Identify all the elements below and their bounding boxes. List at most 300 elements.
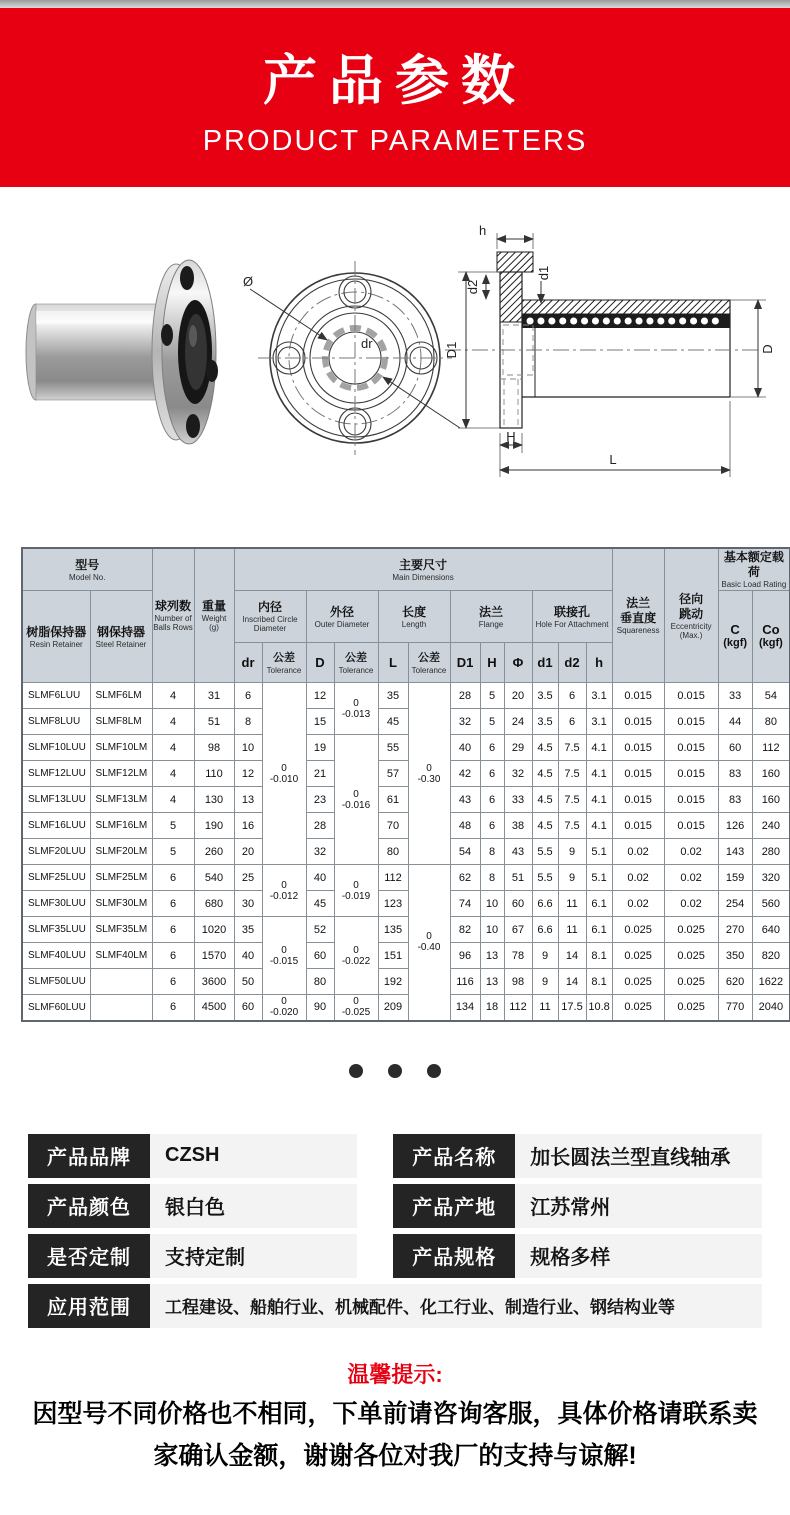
header-H-sym: H xyxy=(487,654,497,670)
cell-balls: 5 xyxy=(152,813,194,839)
header-main-en: Main Dimensions xyxy=(392,572,454,582)
cell-L: 123 xyxy=(378,891,408,917)
header-load-rating xyxy=(718,548,790,591)
cell-h: 3.1 xyxy=(586,683,612,709)
header-balls-en: Number of Balls Rows xyxy=(153,614,193,632)
header-squareness-zh2: 垂直度 xyxy=(620,611,657,625)
cell-d1: 3.5 xyxy=(532,683,558,709)
bearing-photo xyxy=(26,260,218,444)
cell-weight: 3600 xyxy=(194,969,234,995)
cell-d2: 17.5 xyxy=(558,995,586,1021)
cell-H: 10 xyxy=(480,891,504,917)
cell-balls: 4 xyxy=(152,761,194,787)
info-label: 产品产地 xyxy=(393,1184,515,1228)
info-row-customizable xyxy=(28,1234,357,1278)
table-row xyxy=(22,761,790,787)
cell-h: 4.1 xyxy=(586,735,612,761)
cell-L: 151 xyxy=(378,943,408,969)
cell-ecc: 0.025 xyxy=(664,969,718,995)
header-length-en: Length xyxy=(401,619,427,629)
cell-resin: SLMF10LUU xyxy=(22,735,90,761)
cell-steel: SLMF20LM xyxy=(90,839,152,865)
cell-ecc: 0.025 xyxy=(664,943,718,969)
header-model-en: Model No. xyxy=(69,572,106,582)
header-steel-en: Steel Retainer xyxy=(95,639,147,649)
header-eccentricity-en2: (Max.) xyxy=(679,630,703,640)
cell-dr: 50 xyxy=(234,969,262,995)
header-resin-zh: 树脂保持器 xyxy=(26,624,87,639)
cell-phi: 51 xyxy=(504,865,532,891)
cell-D1: 40 xyxy=(450,735,480,761)
cell-steel: SLMF25LM xyxy=(90,865,152,891)
cell-C: 143 xyxy=(718,839,752,865)
header-eccentricity xyxy=(664,548,718,683)
header-eccentricity-en: Eccentricity xyxy=(670,621,712,631)
cell-C: 159 xyxy=(718,865,752,891)
cell-Co: 320 xyxy=(752,865,790,891)
cell-ecc: 0.015 xyxy=(664,787,718,813)
cell-ecc: 0.02 xyxy=(664,891,718,917)
cell-phi: 32 xyxy=(504,761,532,787)
tolerance-cell: 0 -0.019 xyxy=(334,865,378,917)
header-inner-diameter xyxy=(234,591,306,643)
cell-weight: 110 xyxy=(194,761,234,787)
cell-phi: 112 xyxy=(504,995,532,1021)
header-length xyxy=(378,591,450,643)
cell-D: 45 xyxy=(306,891,334,917)
header-main-dimensions xyxy=(234,548,612,591)
header-weight-unit: (g) xyxy=(209,623,219,632)
cell-balls: 4 xyxy=(152,683,194,709)
cell-C: 770 xyxy=(718,995,752,1021)
cell-Co: 1622 xyxy=(752,969,790,995)
cell-L: 135 xyxy=(378,917,408,943)
header-squareness-zh1: 法兰 xyxy=(626,596,651,610)
cell-d2: 7.5 xyxy=(558,813,586,839)
cell-steel: SLMF16LM xyxy=(90,813,152,839)
table-row xyxy=(22,709,790,735)
cell-h: 5.1 xyxy=(586,839,612,865)
cell-d1: 4.5 xyxy=(532,735,558,761)
cell-weight: 51 xyxy=(194,709,234,735)
table-row xyxy=(22,839,790,865)
cell-resin: SLMF16LUU xyxy=(22,813,90,839)
table-row xyxy=(22,943,790,969)
cell-dr: 60 xyxy=(234,995,262,1021)
side-view-drawing xyxy=(445,233,766,477)
header-flange xyxy=(450,591,532,643)
cell-D1: 32 xyxy=(450,709,480,735)
info-value: CZSH xyxy=(150,1134,357,1178)
header-D-tolerance xyxy=(334,643,378,683)
cell-D: 40 xyxy=(306,865,334,891)
cell-phi: 78 xyxy=(504,943,532,969)
cell-steel: SLMF12LM xyxy=(90,761,152,787)
cell-phi: 29 xyxy=(504,735,532,761)
header-balls xyxy=(152,548,194,683)
cell-d1: 6.6 xyxy=(532,917,558,943)
cell-h: 3.1 xyxy=(586,709,612,735)
cell-h: 4.1 xyxy=(586,813,612,839)
header-c-sym: C xyxy=(730,622,740,637)
cell-sq: 0.015 xyxy=(612,787,664,813)
header-length-zh: 长度 xyxy=(401,604,426,619)
header-tol-en: Tolerance xyxy=(411,665,447,675)
header-eccentricity-zh1: 径向 xyxy=(679,591,704,606)
h-dimension-label: h xyxy=(479,223,487,238)
cell-ecc: 0.025 xyxy=(664,995,718,1021)
header-holes-en: Hole For Attachment xyxy=(535,619,609,629)
cell-D1: 54 xyxy=(450,839,480,865)
cell-phi: 38 xyxy=(504,813,532,839)
header-squareness xyxy=(612,548,664,683)
cell-phi: 67 xyxy=(504,917,532,943)
table-row xyxy=(22,683,790,709)
table-row xyxy=(22,969,790,995)
cell-balls: 6 xyxy=(152,917,194,943)
cell-phi: 24 xyxy=(504,709,532,735)
cell-L: 45 xyxy=(378,709,408,735)
cell-C: 83 xyxy=(718,761,752,787)
spec-table-body xyxy=(22,683,790,1021)
cell-sq: 0.02 xyxy=(612,839,664,865)
cell-ecc: 0.02 xyxy=(664,865,718,891)
cell-C: 44 xyxy=(718,709,752,735)
cell-h: 6.1 xyxy=(586,891,612,917)
header-phi-sym: Φ xyxy=(512,654,524,670)
cell-D1: 82 xyxy=(450,917,480,943)
cell-steel xyxy=(90,995,152,1021)
cell-sq: 0.015 xyxy=(612,761,664,787)
cell-weight: 31 xyxy=(194,683,234,709)
cell-H: 6 xyxy=(480,735,504,761)
header-tol-zh: 公差 xyxy=(345,651,367,664)
info-value: 支持定制 xyxy=(150,1234,357,1278)
cell-d2: 6 xyxy=(558,683,586,709)
cell-sq: 0.02 xyxy=(612,865,664,891)
tips-line-1: 因型号不同价格也不相同，下单前请咨询客服，具体价格请联系卖 xyxy=(32,1399,758,1428)
header-flange-en: Flange xyxy=(478,619,504,629)
cell-dr: 8 xyxy=(234,709,262,735)
cell-weight: 1020 xyxy=(194,917,234,943)
cell-H: 13 xyxy=(480,943,504,969)
table-row xyxy=(22,917,790,943)
cell-H: 8 xyxy=(480,865,504,891)
cell-dr: 25 xyxy=(234,865,262,891)
info-label: 是否定制 xyxy=(28,1234,150,1278)
cell-weight: 680 xyxy=(194,891,234,917)
cell-D1: 48 xyxy=(450,813,480,839)
cell-weight: 540 xyxy=(194,865,234,891)
cell-C: 126 xyxy=(718,813,752,839)
cell-steel: SLMF6LM xyxy=(90,683,152,709)
cell-d1: 9 xyxy=(532,943,558,969)
cell-D: 23 xyxy=(306,787,334,813)
cell-C: 254 xyxy=(718,891,752,917)
cell-Co: 160 xyxy=(752,761,790,787)
header-weight xyxy=(194,548,234,683)
cell-D: 52 xyxy=(306,917,334,943)
info-label: 产品规格 xyxy=(393,1234,515,1278)
warm-tips-section xyxy=(0,1358,790,1477)
cell-ecc: 0.015 xyxy=(664,709,718,735)
cell-L: 55 xyxy=(378,735,408,761)
cell-d2: 14 xyxy=(558,969,586,995)
cell-h: 8.1 xyxy=(586,943,612,969)
tolerance-cell: 0 -0.022 xyxy=(334,917,378,995)
cell-resin: SLMF60LUU xyxy=(22,995,90,1021)
info-value: 规格多样 xyxy=(515,1234,762,1278)
cell-H: 6 xyxy=(480,813,504,839)
header-d2 xyxy=(558,643,586,683)
H-dimension-label: H xyxy=(506,429,516,444)
cell-D1: 134 xyxy=(450,995,480,1021)
cell-weight: 260 xyxy=(194,839,234,865)
cell-L: 57 xyxy=(378,761,408,787)
table-row xyxy=(22,891,790,917)
tolerance-cell: 0 -0.015 xyxy=(262,917,306,995)
technical-drawing xyxy=(0,187,790,545)
cell-resin: SLMF8LUU xyxy=(22,709,90,735)
cell-ecc: 0.015 xyxy=(664,761,718,787)
cell-Co: 280 xyxy=(752,839,790,865)
cell-weight: 4500 xyxy=(194,995,234,1021)
cell-ecc: 0.025 xyxy=(664,917,718,943)
info-value: 加长圆法兰型直线轴承 xyxy=(515,1134,762,1178)
header-steel-zh: 钢保持器 xyxy=(96,624,145,639)
cell-resin: SLMF25LUU xyxy=(22,865,90,891)
cell-ecc: 0.015 xyxy=(664,813,718,839)
cell-Co: 160 xyxy=(752,787,790,813)
cell-dr: 13 xyxy=(234,787,262,813)
cell-h: 4.1 xyxy=(586,787,612,813)
header-tol-zh: 公差 xyxy=(273,651,295,664)
cell-sq: 0.015 xyxy=(612,735,664,761)
section-banner xyxy=(0,8,790,187)
info-label: 产品颜色 xyxy=(28,1184,150,1228)
cell-steel: SLMF8LM xyxy=(90,709,152,735)
cell-Co: 112 xyxy=(752,735,790,761)
cell-D1: 28 xyxy=(450,683,480,709)
cell-balls: 4 xyxy=(152,735,194,761)
header-dr xyxy=(234,643,262,683)
cell-D1: 116 xyxy=(450,969,480,995)
cell-d2: 6 xyxy=(558,709,586,735)
header-balls-zh: 球列数 xyxy=(154,599,191,613)
tolerance-cell: 0 -0.010 xyxy=(262,683,306,865)
cell-D: 80 xyxy=(306,969,334,995)
cell-C: 60 xyxy=(718,735,752,761)
cell-h: 4.1 xyxy=(586,761,612,787)
cell-Co: 80 xyxy=(752,709,790,735)
cell-C: 270 xyxy=(718,917,752,943)
spec-table xyxy=(21,547,790,1022)
cell-steel: SLMF13LM xyxy=(90,787,152,813)
header-tol-en: Tolerance xyxy=(338,665,374,675)
header-steel-retainer xyxy=(90,591,152,683)
cell-balls: 5 xyxy=(152,839,194,865)
info-label: 产品名称 xyxy=(393,1134,515,1178)
cell-H: 8 xyxy=(480,839,504,865)
cell-d1: 4.5 xyxy=(532,787,558,813)
header-tol-zh: 公差 xyxy=(418,651,440,664)
cell-sq: 0.015 xyxy=(612,709,664,735)
header-eccentricity-zh2: 跳动 xyxy=(679,606,704,621)
d1-dimension-label: d1 xyxy=(536,265,551,281)
header-inner-en: Inscribed Circle Diameter xyxy=(242,615,298,633)
cell-H: 6 xyxy=(480,787,504,813)
cell-ecc: 0.015 xyxy=(664,735,718,761)
header-inner-zh: 内径 xyxy=(257,600,282,614)
dot xyxy=(388,1064,402,1078)
cell-h: 8.1 xyxy=(586,969,612,995)
tolerance-cell: 0 -0.012 xyxy=(262,865,306,917)
header-D1 xyxy=(450,643,480,683)
cell-D: 32 xyxy=(306,839,334,865)
cell-C: 33 xyxy=(718,683,752,709)
header-h-sym: h xyxy=(595,654,604,670)
cell-phi: 43 xyxy=(504,839,532,865)
cell-D: 12 xyxy=(306,683,334,709)
cell-d1: 9 xyxy=(532,969,558,995)
tips-line-2: 家确认金额，谢谢各位对我厂的支持与谅解! xyxy=(153,1441,637,1470)
header-d1-sym: d1 xyxy=(537,654,553,670)
cell-dr: 6 xyxy=(234,683,262,709)
cell-C: 350 xyxy=(718,943,752,969)
cell-d1: 6.6 xyxy=(532,891,558,917)
header-attachment-holes xyxy=(532,591,612,643)
cell-L: 70 xyxy=(378,813,408,839)
cell-D1: 42 xyxy=(450,761,480,787)
cell-D: 19 xyxy=(306,735,334,761)
header-holes-zh: 联接孔 xyxy=(554,604,591,619)
cell-resin: SLMF6LUU xyxy=(22,683,90,709)
page-title: 产品参数 xyxy=(263,51,527,111)
cell-balls: 6 xyxy=(152,995,194,1021)
header-tol-en: Tolerance xyxy=(266,665,302,675)
header-weight-en: Weight xyxy=(201,614,227,623)
dot xyxy=(349,1064,363,1078)
cell-weight: 98 xyxy=(194,735,234,761)
cell-resin: SLMF20LUU xyxy=(22,839,90,865)
info-row-product-name xyxy=(393,1134,762,1178)
cell-D1: 96 xyxy=(450,943,480,969)
header-co-unit: (kgf) xyxy=(758,637,783,649)
cell-resin: SLMF50LUU xyxy=(22,969,90,995)
cell-steel: SLMF30LM xyxy=(90,891,152,917)
header-h xyxy=(586,643,612,683)
cell-balls: 4 xyxy=(152,787,194,813)
top-divider-strip xyxy=(0,0,790,8)
header-outer-en: Outer Diameter xyxy=(314,619,370,629)
spec-table-section xyxy=(0,547,790,1022)
cell-H: 13 xyxy=(480,969,504,995)
cell-sq: 0.025 xyxy=(612,995,664,1021)
cell-balls: 6 xyxy=(152,943,194,969)
header-d1 xyxy=(532,643,558,683)
header-phi xyxy=(504,643,532,683)
cell-resin: SLMF40LUU xyxy=(22,943,90,969)
cell-dr: 40 xyxy=(234,943,262,969)
table-row xyxy=(22,813,790,839)
cell-L: 209 xyxy=(378,995,408,1021)
cell-H: 5 xyxy=(480,709,504,735)
info-row-spec xyxy=(393,1234,762,1278)
cell-D1: 74 xyxy=(450,891,480,917)
cell-H: 10 xyxy=(480,917,504,943)
cell-D: 21 xyxy=(306,761,334,787)
cell-resin: SLMF30LUU xyxy=(22,891,90,917)
header-resin-retainer xyxy=(22,591,90,683)
cell-d1: 3.5 xyxy=(532,709,558,735)
product-info-section xyxy=(0,1134,790,1328)
cell-d2: 7.5 xyxy=(558,761,586,787)
front-view-drawing xyxy=(250,261,460,455)
cell-resin: SLMF12LUU xyxy=(22,761,90,787)
cell-weight: 130 xyxy=(194,787,234,813)
header-H xyxy=(480,643,504,683)
cell-d2: 9 xyxy=(558,865,586,891)
cell-dr: 20 xyxy=(234,839,262,865)
header-resin-en: Resin Retainer xyxy=(29,639,83,649)
cell-phi: 60 xyxy=(504,891,532,917)
cell-L: 112 xyxy=(378,865,408,891)
cell-resin: SLMF13LUU xyxy=(22,787,90,813)
cell-D: 60 xyxy=(306,943,334,969)
table-row xyxy=(22,995,790,1021)
header-L-sym: L xyxy=(389,654,397,670)
tolerance-cell: 0 -0.016 xyxy=(334,735,378,865)
cell-weight: 190 xyxy=(194,813,234,839)
cell-d2: 11 xyxy=(558,891,586,917)
cell-Co: 820 xyxy=(752,943,790,969)
header-co-load xyxy=(752,591,790,683)
info-value: 工程建设、船舶行业、机械配件、化工行业、制造行业、钢结构业等 xyxy=(150,1284,762,1328)
cell-resin: SLMF35LUU xyxy=(22,917,90,943)
technical-drawing-area xyxy=(0,187,790,545)
header-model-zh: 型号 xyxy=(75,557,100,572)
info-label: 应用范围 xyxy=(28,1284,150,1328)
cell-phi: 20 xyxy=(504,683,532,709)
cell-L: 80 xyxy=(378,839,408,865)
header-D xyxy=(306,643,334,683)
header-dr-tolerance xyxy=(262,643,306,683)
header-c-unit: (kgf) xyxy=(723,637,748,649)
header-squareness-en: Squareness xyxy=(616,626,660,635)
info-label: 产品品牌 xyxy=(28,1134,150,1178)
cell-steel xyxy=(90,969,152,995)
header-dr-sym: dr xyxy=(241,654,255,670)
info-value: 银白色 xyxy=(150,1184,357,1228)
cell-phi: 98 xyxy=(504,969,532,995)
cell-sq: 0.015 xyxy=(612,813,664,839)
tolerance-cell: 0 -0.025 xyxy=(334,995,378,1021)
cell-L: 61 xyxy=(378,787,408,813)
tips-title: 温馨提示: xyxy=(347,1361,443,1387)
cell-d2: 11 xyxy=(558,917,586,943)
cell-Co: 640 xyxy=(752,917,790,943)
header-load-zh: 基本额定载荷 xyxy=(723,550,784,579)
cell-d2: 9 xyxy=(558,839,586,865)
header-flange-zh: 法兰 xyxy=(478,604,503,619)
tolerance-cell: 0 -0.020 xyxy=(262,995,306,1021)
cell-dr: 35 xyxy=(234,917,262,943)
info-row-brand xyxy=(28,1134,357,1178)
L-dimension-label: L xyxy=(609,452,617,467)
header-weight-zh: 重量 xyxy=(201,599,226,613)
cell-d1: 4.5 xyxy=(532,761,558,787)
cell-D: 28 xyxy=(306,813,334,839)
